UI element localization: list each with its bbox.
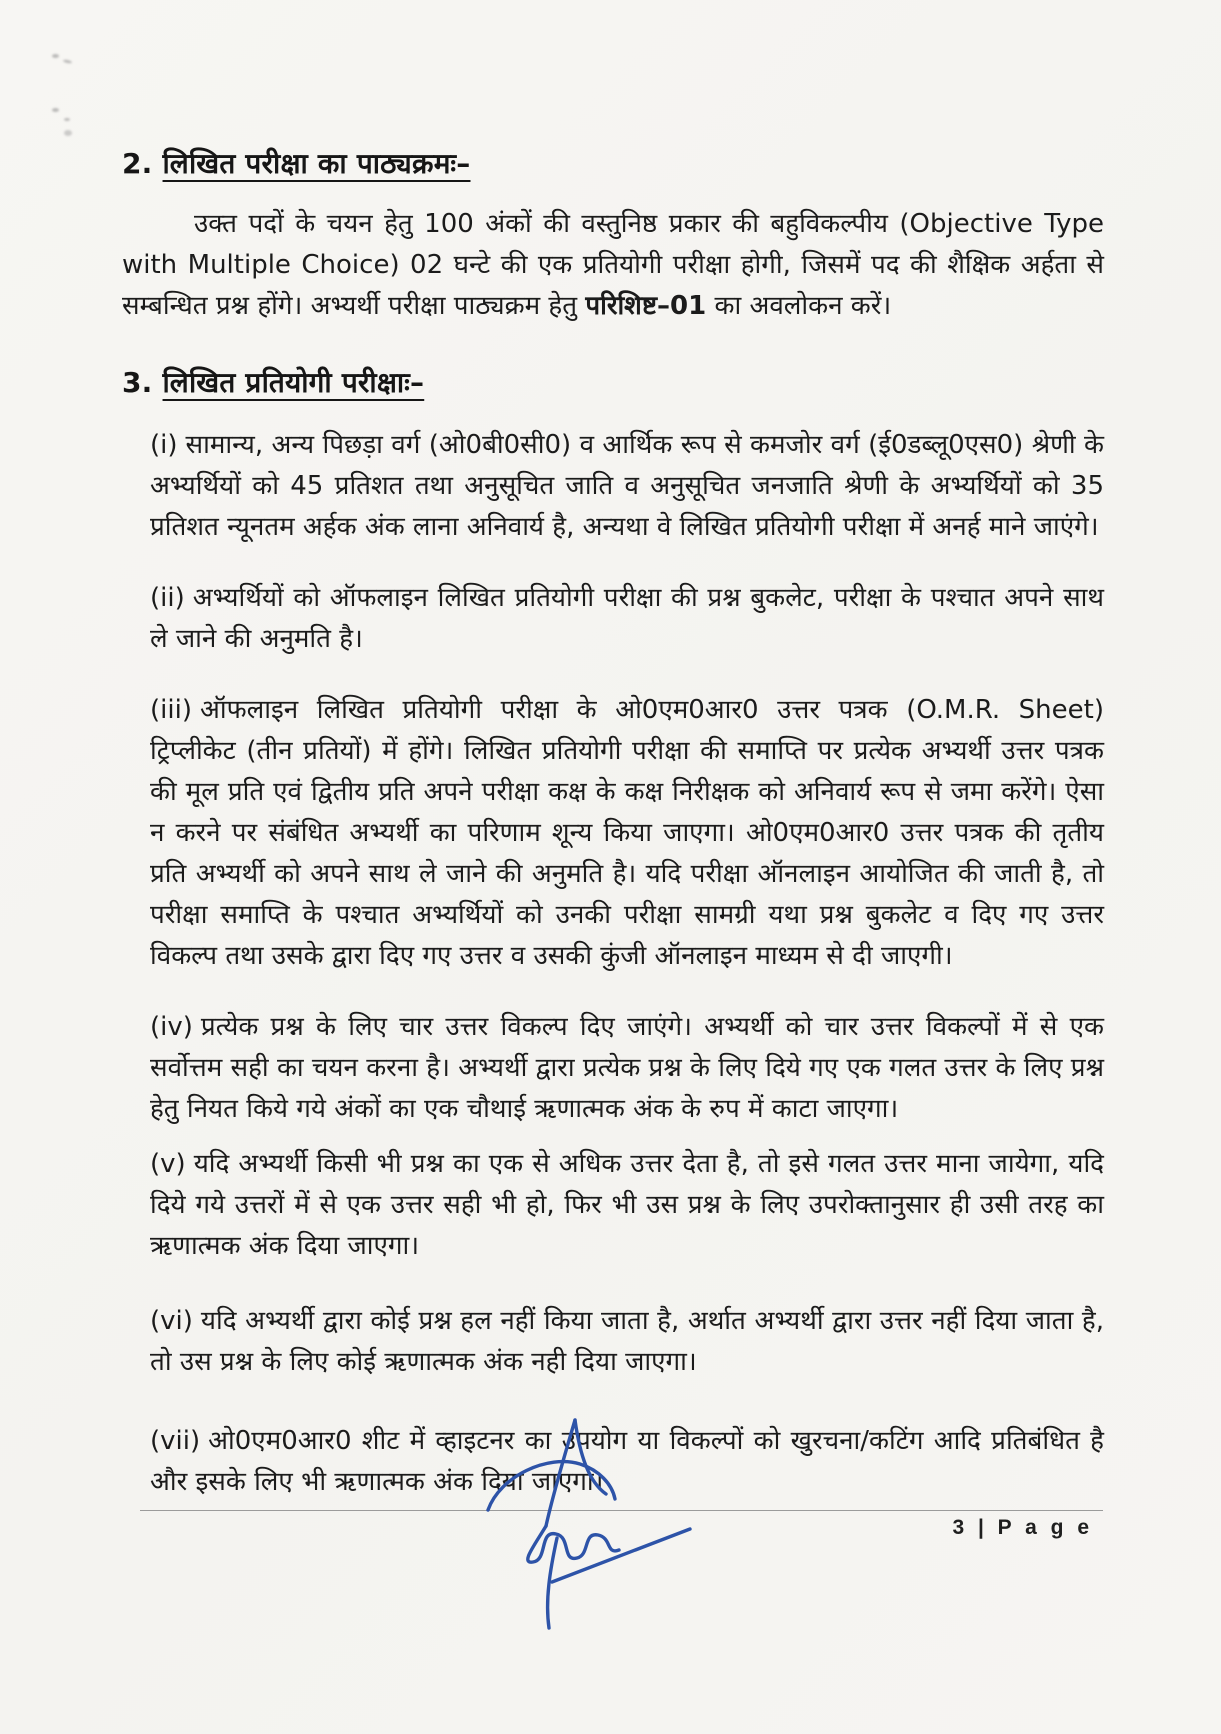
item-text: यदि अभ्यर्थी द्वारा कोई प्रश्न हल नहीं किया जाता है, अर्थात अभ्यर्थी द्वारा उत्तर नहीं दिया जाता है, तो उस प्रश्न के लिए कोई ऋणात्मक अंक नही दिया जाएगा। bbox=[150, 1306, 1104, 1377]
item-text: अभ्यर्थियों को ऑफलाइन लिखित प्रतियोगी परीक्षा की प्रश्न बुकलेट, परीक्षा के पश्चात अपने साथ ले जाने की अनुमति है। bbox=[150, 583, 1104, 654]
list-item bbox=[150, 690, 1104, 977]
list-item bbox=[150, 578, 1104, 660]
item-label: (vi) bbox=[150, 1306, 193, 1336]
scan-artifact bbox=[63, 59, 72, 64]
scan-artifact bbox=[52, 108, 59, 112]
item-label: (iii) bbox=[150, 695, 192, 725]
item-label: (v) bbox=[150, 1149, 186, 1179]
item-text: ओ0एम0आर0 शीट में व्हाइटनर का उपयोग या विकल्पों को खुरचना/कटिंग आदि प्रतिबंधित है और इसके लिए भी ऋणात्मक अंक दिया जाएगा। bbox=[150, 1426, 1104, 1497]
list-item bbox=[150, 1007, 1104, 1130]
section-heading-3 bbox=[122, 363, 1104, 401]
numbered-list bbox=[150, 425, 1104, 1503]
section2-paragraph bbox=[122, 204, 1104, 327]
paragraph-bold-text: परिशिष्ट–01 bbox=[585, 291, 707, 321]
scan-artifact bbox=[52, 54, 59, 58]
heading-title: लिखित परीक्षा का पाठ्यक्रमः– bbox=[162, 147, 471, 180]
item-text: सामान्य, अन्य पिछड़ा वर्ग (ओ0बी0सी0) व आर्थिक रूप से कमजोर वर्ग (ई0डब्लू0एस0) श्रेणी के अभ्यर्थियों को 45 प्रतिशत तथा अनुसूचित जाति व अनुसूचित जनजाति श्रेणी के अभ्यर्थियों को 35 प्रतिशत न्यूनतम अर्हक अंक लाना अनिवार्य है, अन्यथा वे लिखित प्रतियोगी परीक्षा में अनर्ह माने जाएंगे। bbox=[150, 430, 1104, 542]
page-number-label: 3 | P a g e bbox=[952, 1516, 1093, 1539]
item-label: (iv) bbox=[150, 1012, 193, 1042]
paragraph-text: उक्त पदों के चयन हेतु 100 अंकों की वस्तुनिष्ठ प्रकार की बहुविकल्पीय (Objective Type with Multiple Choice) 02 घन्टे की एक प्रतियोगी परीक्षा होगी, जिसमें पद की शैक्षिक अर्हता से सम्बन्धित प्रश्न होंगे। अभ्यर्थी परीक्षा पाठ्यक्रम हेतु bbox=[122, 209, 1104, 321]
signature-ink-image bbox=[460, 1408, 746, 1644]
list-item bbox=[150, 425, 1104, 548]
item-label: (ii) bbox=[150, 583, 185, 613]
scan-artifact bbox=[64, 130, 72, 136]
item-text: प्रत्येक प्रश्न के लिए चार उत्तर विकल्प दिए जाएंगे। अभ्यर्थी को चार उत्तर विकल्पों में से एक सर्वोत्तम सही का चयन करना है। अभ्यर्थी द्वारा प्रत्येक प्रश्न के लिए दिये गए एक गलत उत्तर के लिए प्रश्न हेतु नियत किये गये अंकों का एक चौथाई ऋणात्मक अंक के रुप में काटा जाएगा। bbox=[150, 1012, 1104, 1124]
heading-number: 3. bbox=[122, 366, 153, 399]
section-heading-2 bbox=[122, 144, 1104, 182]
heading-title: लिखित प्रतियोगी परीक्षाः– bbox=[162, 366, 425, 399]
item-label: (vii) bbox=[150, 1426, 201, 1456]
paragraph-text: का अवलोकन करें। bbox=[706, 291, 892, 321]
item-label: (i) bbox=[150, 430, 178, 460]
document-body bbox=[122, 144, 1104, 1503]
item-text: यदि अभ्यर्थी किसी भी प्रश्न का एक से अधिक उत्तर देता है, तो इसे गलत उत्तर माना जायेगा, यदि दिये गये उत्तरों में से एक उत्तर सही भी हो, फिर भी उस प्रश्न के लिए उपरोक्तानुसार ही उसी तरह का ऋणात्मक अंक दिया जाएगा। bbox=[150, 1149, 1104, 1261]
item-text: ऑफलाइन लिखित प्रतियोगी परीक्षा के ओ0एम0आर0 उत्तर पत्रक (O.M.R. Sheet) ट्रिप्लीकेट (तीन प्रतियों) में होंगे। लिखित प्रतियोगी परीक्षा की समाप्ति पर प्रत्येक अभ्यर्थी उत्तर पत्रक की मूल प्रति एवं द्वितीय प्रति अपने परीक्षा कक्ष के कक्ष निरीक्षक को अनिवार्य रूप से जमा करेंगे। ऐसा न करने पर संबंधित अभ्यर्थी का परिणाम शून्य किया जाएगा। ओ0एम0आर0 उत्तर पत्रक की तृतीय प्रति अभ्यर्थी को अपने साथ ले जाने की अनुमति है। यदि परीक्षा ऑनलाइन आयोजित की जाती है, तो परीक्षा समाप्ति के पश्चात अभ्यर्थियों को उनकी परीक्षा सामग्री यथा प्रश्न बुकलेट व दिए गए उत्तर विकल्प तथा उसके द्वारा दिए गए उत्तर व उसकी कुंजी ऑनलाइन माध्यम से दी जाएगी। bbox=[150, 695, 1104, 971]
scan-artifact bbox=[64, 118, 70, 121]
heading-number: 2. bbox=[122, 147, 153, 180]
list-item bbox=[150, 1301, 1104, 1383]
list-item bbox=[150, 1144, 1104, 1267]
